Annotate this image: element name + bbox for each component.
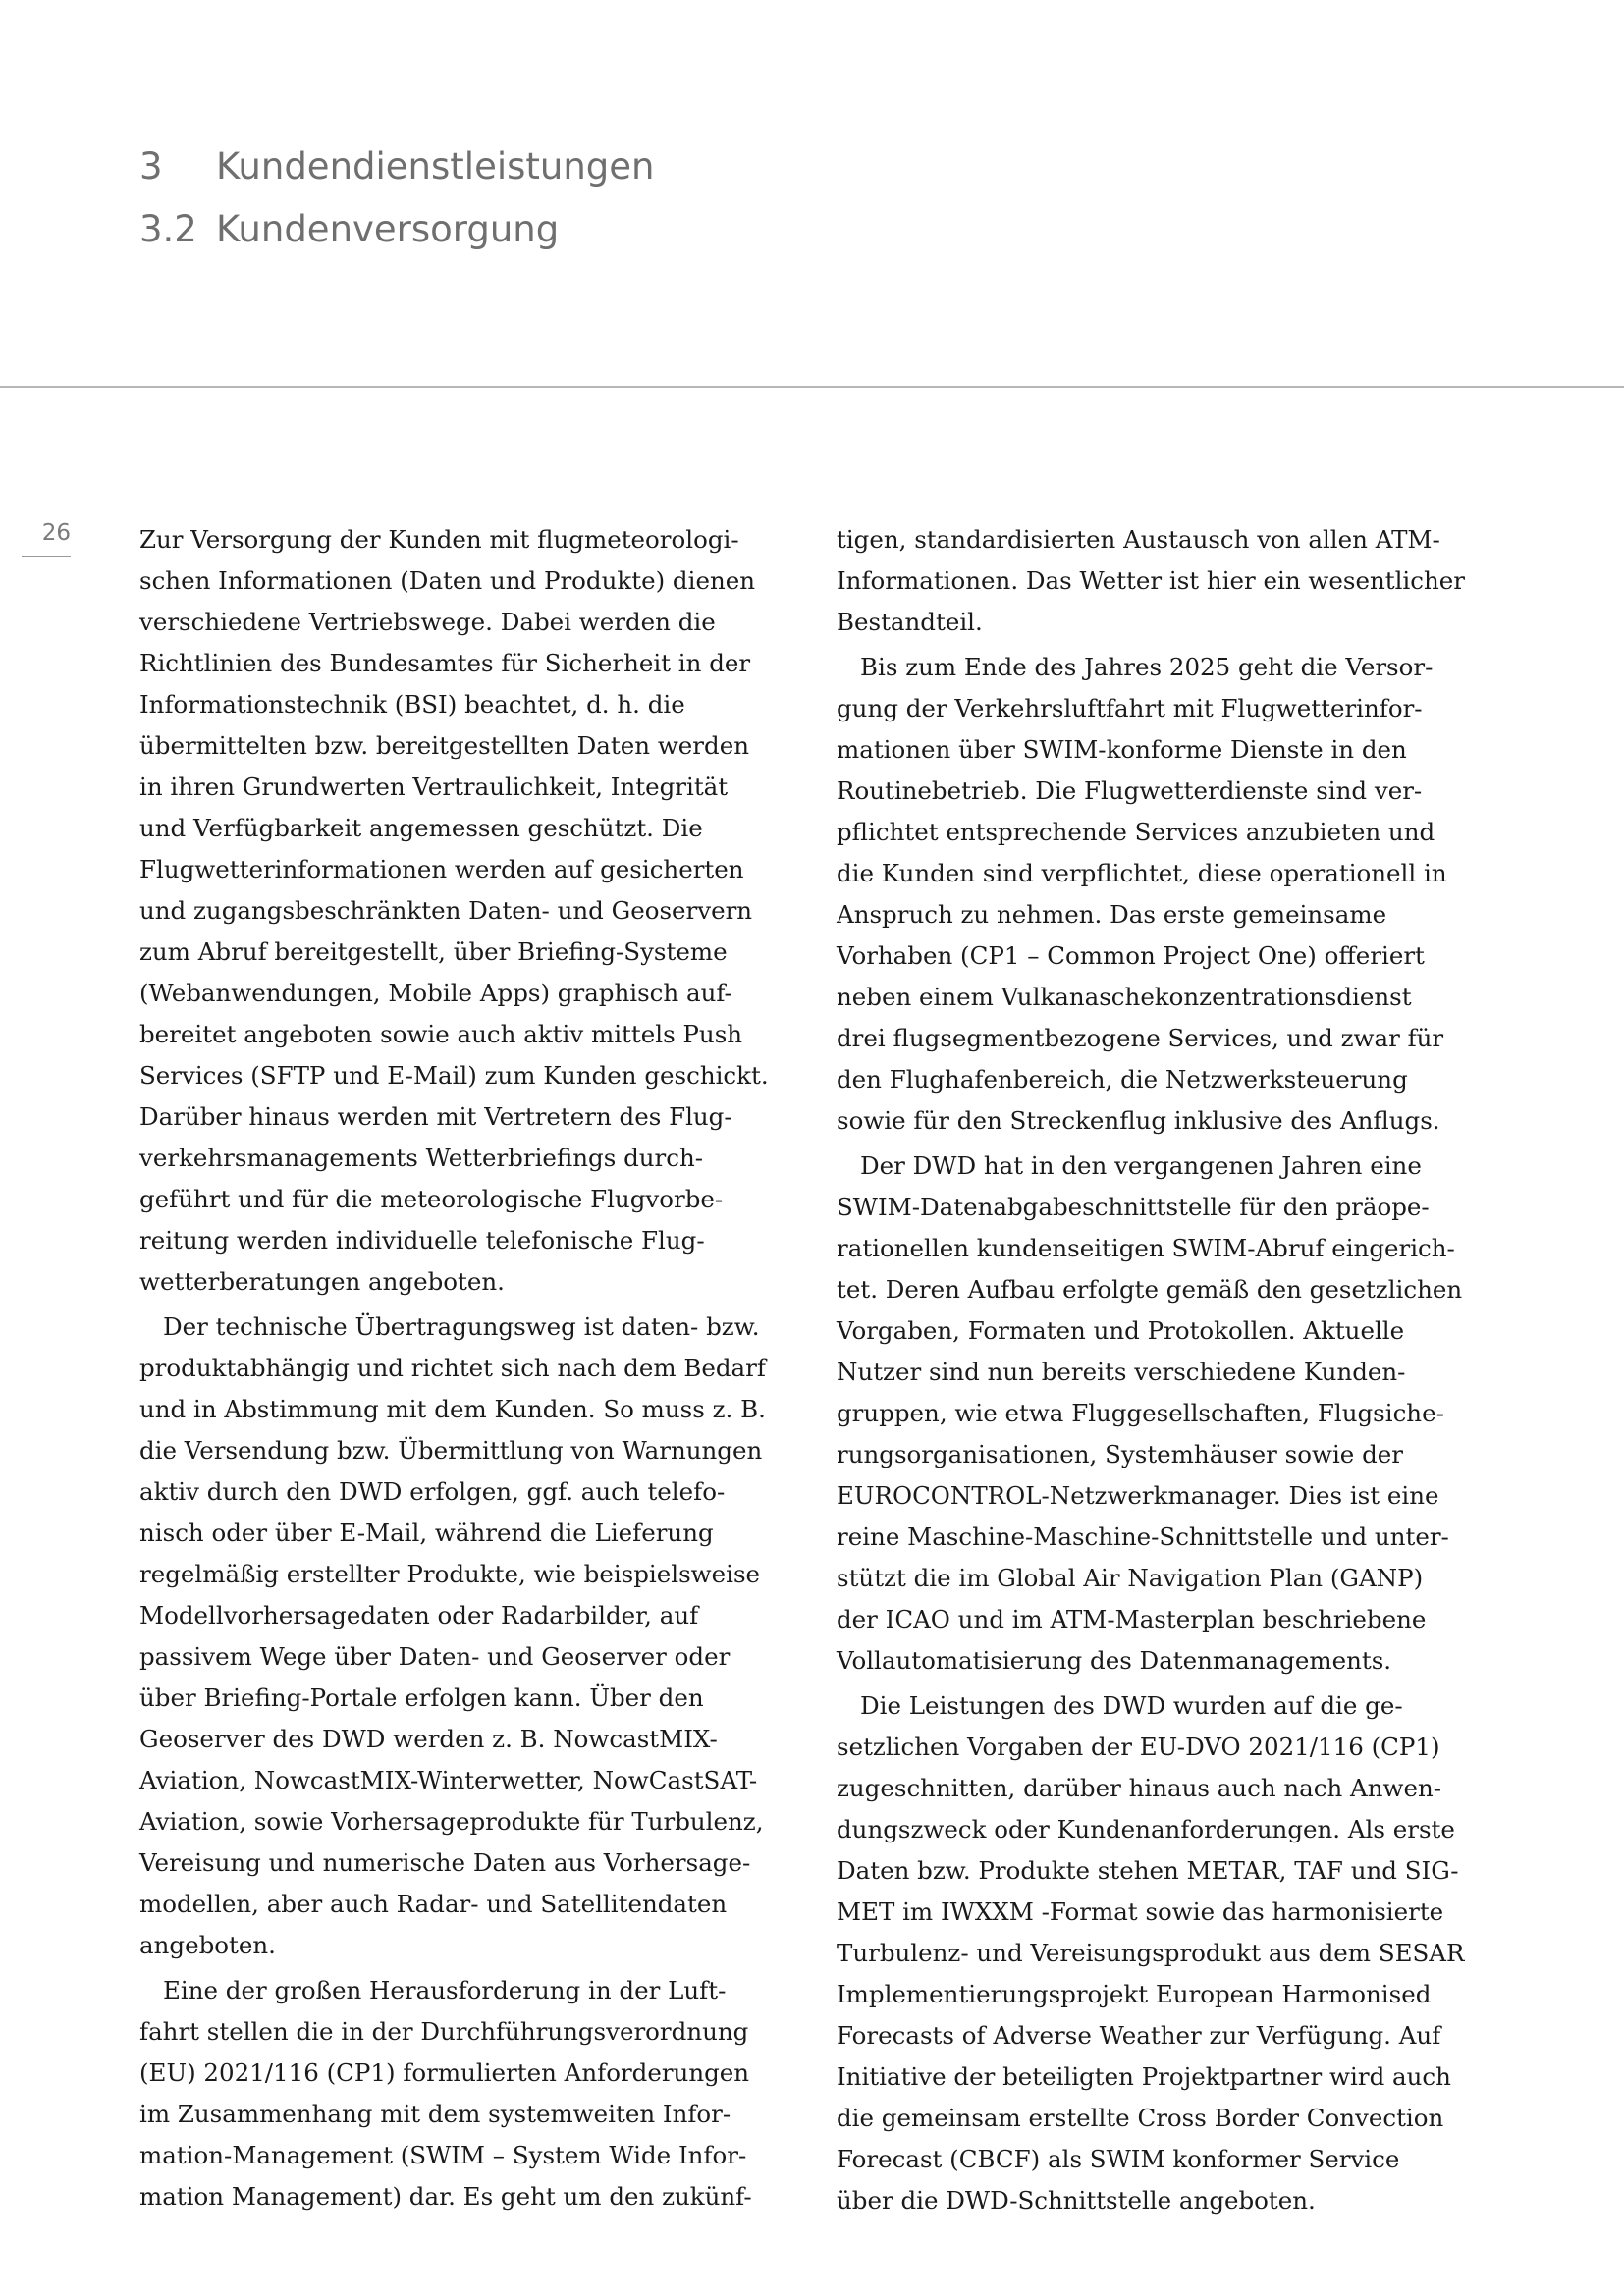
text-line: setzlichen Vorgaben der EU-DVO 2021/116 (CP1)	[837, 1733, 1440, 1761]
text-line: produktabhängig und richtet sich nach dem Bedarf	[139, 1354, 766, 1382]
text-line: gung der Verkehrsluftfahrt mit Flugwetterinfor-	[837, 694, 1423, 722]
text-line: Die Leistungen des DWD wurden auf die ge-	[860, 1691, 1403, 1720]
text-line: modellen, aber auch Radar- und Satellitendaten	[139, 1890, 728, 1918]
text-line: verschiedene Vertriebswege. Dabei werden die	[139, 608, 716, 636]
text-line: Flugwetterinformationen werden auf gesicherten	[139, 855, 744, 883]
text-line: geführt und für die meteorologische Flugvorbe-	[139, 1185, 724, 1213]
text-line: Modellvorhersagedaten oder Radarbilder, auf	[139, 1601, 699, 1629]
page-number: 26	[41, 520, 71, 546]
text-line: passivem Wege über Daten- und Geoserver oder	[139, 1642, 731, 1671]
text-line: fahrt stellen die in der Durchführungsverordnung	[139, 2017, 749, 2046]
text-line: Forecast (CBCF) als SWIM konformer Service	[837, 2145, 1400, 2173]
section-title: Kundenversorgung	[216, 208, 560, 250]
text-line: Darüber hinaus werden mit Vertretern des Flug-	[139, 1102, 732, 1131]
text-line: den Flughafenbereich, die Netzwerksteuerung	[837, 1065, 1408, 1094]
text-line: Der DWD hat in den vergangenen Jahren eine	[860, 1151, 1422, 1180]
text-line: rungsorganisationen, Systemhäuser sowie der	[837, 1440, 1403, 1468]
text-line: über die DWD-Schnittstelle angeboten.	[837, 2186, 1316, 2215]
text-line: Informationstechnik (BSI) beachtet, d. h. die	[139, 690, 685, 719]
text-line: mation-Management (SWIM – System Wide Infor-	[139, 2141, 747, 2169]
text-line: (Webanwendungen, Mobile Apps) graphisch auf-	[139, 979, 732, 1007]
text-line: bereitet angeboten sowie auch aktiv mittels Push	[139, 1020, 743, 1048]
text-line: Initiative der beteiligten Projektpartner wird auch	[837, 2062, 1451, 2091]
text-line: Bis zum Ende des Jahres 2025 geht die Versor-	[860, 653, 1434, 681]
text-line: rationellen kundenseitigen SWIM-Abruf eingerich-	[837, 1234, 1455, 1262]
text-line: im Zusammenhang mit dem systemweiten Infor-	[139, 2100, 731, 2128]
text-line: EUROCONTROL-Netzwerkmanager. Dies ist eine	[837, 1481, 1439, 1510]
text-line: und zugangsbeschränkten Daten- und Geoservern	[139, 896, 753, 925]
text-line: Vorgaben, Formaten und Protokollen. Aktuelle	[837, 1316, 1405, 1345]
text-line: sowie für den Streckenflug inklusive des Anflugs.	[837, 1106, 1440, 1135]
text-line: (EU) 2021/116 (CP1) formulierten Anforderungen	[139, 2058, 750, 2087]
text-line: reitung werden individuelle telefonische Flug-	[139, 1226, 705, 1255]
text-line: aktiv durch den DWD erfolgen, ggf. auch telefo-	[139, 1477, 726, 1506]
chapter-number: 3	[139, 145, 163, 187]
text-line: neben einem Vulkanaschekonzentrationsdienst	[837, 983, 1412, 1011]
text-line: nisch oder über E-Mail, während die Lieferung	[139, 1519, 714, 1547]
text-line: MET im IWXXM -Format sowie das harmonisierte	[837, 1897, 1444, 1926]
text-line: Anspruch zu nehmen. Das erste gemeinsame	[837, 900, 1387, 929]
text-line: Informationen. Das Wetter ist hier ein wesentlicher	[837, 566, 1465, 595]
text-line: zum Abruf bereitgestellt, über Briefing-Systeme	[139, 937, 728, 966]
text-line: und Verfügbarkeit angemessen geschützt. Die	[139, 814, 703, 842]
text-line: die gemeinsam erstellte Cross Border Convection	[837, 2104, 1444, 2132]
header-divider	[0, 386, 1624, 388]
text-line: zugeschnitten, darüber hinaus auch nach Anwen-	[837, 1774, 1442, 1802]
text-line: dungszweck oder Kundenanforderungen. Als erste	[837, 1815, 1455, 1843]
text-line: Daten bzw. Produkte stehen METAR, TAF und SIG-	[837, 1856, 1459, 1885]
text-line: angeboten.	[139, 1931, 276, 1959]
text-line: Nutzer sind nun bereits verschiedene Kunden-	[837, 1358, 1406, 1386]
text-line: übermittelten bzw. bereitgestellten Daten werden	[139, 731, 749, 760]
text-line: Bestandteil.	[837, 608, 983, 636]
text-line: Zur Versorgung der Kunden mit flugmeteorologi-	[139, 525, 739, 554]
text-line: Vorhaben (CP1 – Common Project One) offeriert	[837, 941, 1425, 970]
text-line: schen Informationen (Daten und Produkte) dienen	[139, 566, 756, 595]
text-line: Routinebetrieb. Die Flugwetterdienste sind ver-	[837, 776, 1423, 805]
text-line: die Kunden sind verpflichtet, diese operationell in	[837, 859, 1447, 887]
text-line: Vereisung und numerische Daten aus Vorhersage-	[139, 1848, 751, 1877]
text-line: in ihren Grundwerten Vertraulichkeit, Integrität	[139, 773, 729, 801]
chapter-title: Kundendienstleistungen	[216, 145, 655, 187]
text-line: mationen über SWIM-konforme Dienste in den	[837, 735, 1407, 764]
text-line: Aviation, sowie Vorhersageprodukte für Turbulenz,	[139, 1807, 764, 1836]
text-line: Vollautomatisierung des Datenmanagements.	[837, 1646, 1392, 1675]
text-line: verkehrsmanagements Wetterbriefings durch-	[139, 1144, 704, 1172]
text-line: der ICAO und im ATM-Masterplan beschriebene	[837, 1605, 1427, 1633]
text-line: Aviation, NowcastMIX-Winterwetter, NowCastSAT-	[139, 1766, 758, 1794]
section-heading	[139, 208, 559, 250]
text-line: Services (SFTP und E-Mail) zum Kunden geschickt.	[139, 1061, 769, 1090]
text-line: pflichtet entsprechende Services anzubieten und	[837, 818, 1435, 846]
text-line: tigen, standardisierten Austausch von allen ATM-	[837, 525, 1440, 554]
text-line: regelmäßig erstellter Produkte, wie beispielsweise	[139, 1560, 761, 1588]
text-line: Der technische Übertragungsweg ist daten- bzw.	[163, 1312, 760, 1341]
section-number: 3.2	[139, 208, 197, 250]
text-column-right	[837, 519, 1514, 2221]
text-line: über Briefing-Portale erfolgen kann. Über den	[139, 1683, 704, 1712]
page-number-underline	[22, 556, 71, 557]
text-line: Geoserver des DWD werden z. B. NowcastMIX-	[139, 1725, 718, 1753]
text-line: wetterberatungen angeboten.	[139, 1267, 505, 1296]
text-line: Turbulenz- und Vereisungsprodukt aus dem SESAR	[837, 1939, 1465, 1967]
text-line: Forecasts of Adverse Weather zur Verfügung. Auf	[837, 2021, 1441, 2050]
text-line: Implementierungsprojekt European Harmonised	[837, 1980, 1432, 2008]
text-line: Richtlinien des Bundesamtes für Sicherheit in der	[139, 649, 751, 677]
text-line: reine Maschine-Maschine-Schnittstelle und unter-	[837, 1522, 1449, 1551]
text-line: gruppen, wie etwa Fluggesellschaften, Flugsiche-	[837, 1399, 1444, 1427]
text-line: drei flugsegmentbezogene Services, und zwar für	[837, 1024, 1444, 1052]
text-line: die Versendung bzw. Übermittlung von Warnungen	[139, 1436, 763, 1465]
chapter-heading	[139, 145, 655, 187]
text-line: tet. Deren Aufbau erfolgte gemäß den gesetzlichen	[837, 1275, 1463, 1304]
text-line: SWIM-Datenabgabeschnittstelle für den präope-	[837, 1193, 1430, 1221]
text-line: stützt die im Global Air Navigation Plan (GANP)	[837, 1564, 1424, 1592]
text-line: mation Management) dar. Es geht um den zukünf-	[139, 2182, 752, 2211]
text-line: und in Abstimmung mit dem Kunden. So muss z. B.	[139, 1395, 766, 1423]
text-line: Eine der großen Herausforderung in der Luft-	[163, 1976, 727, 2004]
text-column-left	[139, 519, 817, 2217]
